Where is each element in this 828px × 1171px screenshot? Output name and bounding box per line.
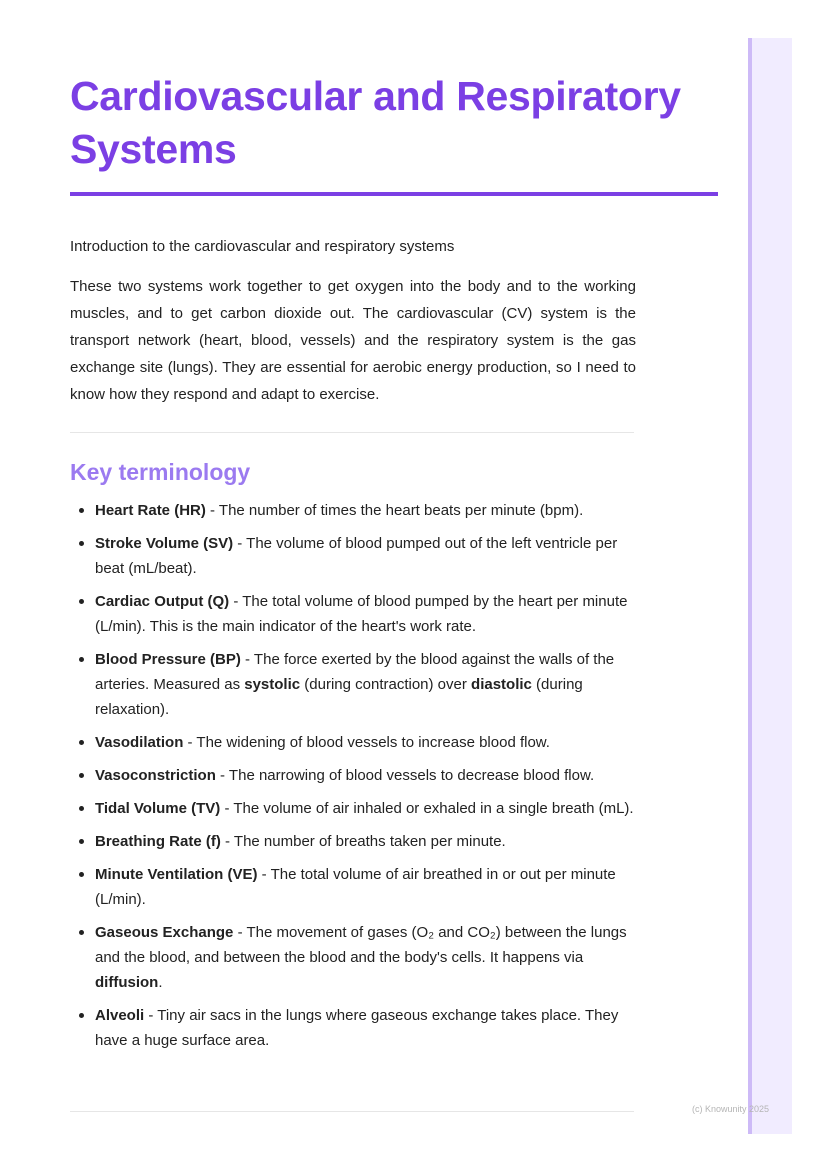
- term-name: Tidal Volume (TV): [95, 800, 221, 817]
- term-definition: - Tiny air sacs in the lungs where gaseous exchange takes place. They have a huge surface area.: [95, 1007, 619, 1049]
- term-name: Heart Rate (HR): [95, 502, 206, 519]
- terminology-list: [70, 498, 636, 1053]
- section-heading-key-terminology: Key terminology: [70, 459, 251, 485]
- title-underline: [70, 192, 718, 196]
- term-definition: - The volume of air inhaled or exhaled in a single breath (mL).: [220, 800, 634, 817]
- bullet-icon: [79, 599, 84, 604]
- list-item: [70, 498, 636, 523]
- list-item: [70, 796, 636, 821]
- page-title: Cardiovascular and Respiratory Systems: [70, 73, 681, 172]
- list-item: [70, 829, 636, 854]
- list-item: [70, 920, 636, 995]
- bullet-icon: [79, 806, 84, 811]
- bullet-icon: [79, 541, 84, 546]
- term-definition: - The narrowing of blood vessels to decrease blood flow.: [215, 767, 595, 784]
- term-definition: .: [158, 974, 163, 991]
- term-name: Gaseous Exchange: [95, 924, 234, 941]
- term-definition: - The volume of blood pumped out of the left ventricle per beat (mL/beat).: [95, 535, 618, 577]
- term-definition: - The movement of gases (O₂ and CO₂) between the lungs and the blood, and between the blood and the body's cells. It happens via: [95, 924, 627, 966]
- bottom-divider: [70, 1111, 634, 1112]
- term-name: Cardiac Output (Q): [95, 593, 230, 610]
- term-emphasis: diffusion: [95, 974, 159, 991]
- term-definition: (during contraction) over: [300, 676, 472, 693]
- bullet-icon: [79, 773, 84, 778]
- list-item: [70, 1003, 636, 1053]
- copyright-footer: (c) Knowunity 2025: [692, 1104, 770, 1114]
- bullet-icon: [79, 930, 84, 935]
- intro-paragraph: These two systems work together to get oxygen into the body and to the working muscles, and to get carbon dioxide out. The cardiovascular (CV) system is the transport network (heart, blood, vessels) and the respiratory system is the gas exchange site (lungs). They are essential for aerobic energy production, so I need to know how they respond and adapt to exercise.: [70, 278, 636, 403]
- side-panel: [748, 38, 792, 1134]
- term-definition: - The force exerted by the blood against the walls of the arteries. Measured as: [95, 651, 615, 693]
- list-item: [70, 763, 636, 788]
- term-name: Minute Ventilation (VE): [95, 866, 258, 883]
- term-name: Vasoconstriction: [95, 767, 216, 784]
- page-content: [70, 70, 718, 1061]
- list-item: [70, 647, 636, 722]
- list-item: [70, 589, 636, 639]
- bullet-icon: [79, 839, 84, 844]
- term-name: Alveoli: [95, 1007, 145, 1024]
- term-emphasis: diastolic: [471, 676, 532, 693]
- term-definition: - The widening of blood vessels to increase blood flow.: [183, 734, 550, 751]
- term-definition: - The number of times the heart beats per minute (bpm).: [205, 502, 584, 519]
- term-definition: (during relaxation).: [95, 676, 583, 718]
- list-item: [70, 862, 636, 912]
- term-name: Breathing Rate (f): [95, 833, 221, 850]
- list-item: [70, 531, 636, 581]
- list-item: [70, 730, 636, 755]
- section-divider: [70, 432, 634, 433]
- term-name: Blood Pressure (BP): [95, 651, 241, 668]
- bullet-icon: [79, 740, 84, 745]
- bullet-icon: [79, 1013, 84, 1018]
- side-accent-line: [748, 38, 752, 1134]
- term-emphasis: systolic: [244, 676, 301, 693]
- term-name: Stroke Volume (SV): [95, 535, 234, 552]
- intro-heading: Introduction to the cardiovascular and respiratory systems: [70, 238, 455, 255]
- bullet-icon: [79, 872, 84, 877]
- term-definition: - The total volume of air breathed in or out per minute (L/min).: [95, 866, 616, 908]
- term-definition: - The number of breaths taken per minute.: [220, 833, 506, 850]
- bullet-icon: [79, 508, 84, 513]
- term-definition: - The total volume of blood pumped by the heart per minute (L/min). This is the main indicator of the heart's work rate.: [95, 593, 628, 635]
- bullet-icon: [79, 657, 84, 662]
- term-name: Vasodilation: [95, 734, 184, 751]
